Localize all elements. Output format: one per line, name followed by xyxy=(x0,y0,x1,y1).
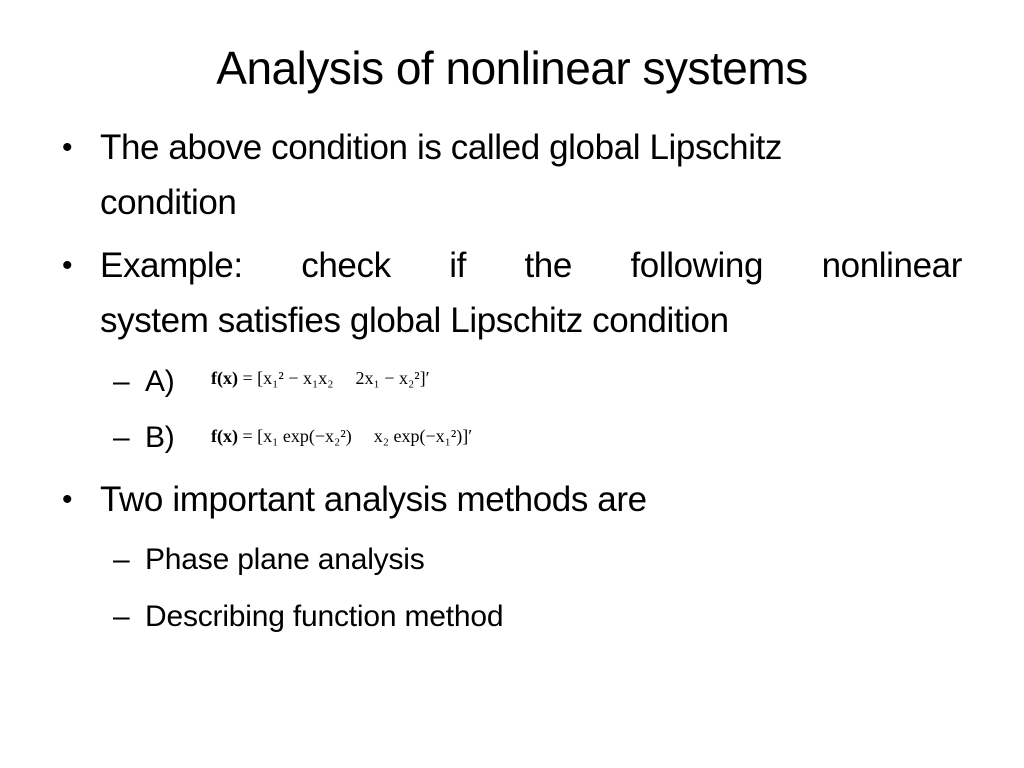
equation-b-lhs: f(x) xyxy=(211,426,238,446)
equation-b-comp2: x₂ exp(−x₁²)]′ xyxy=(373,426,473,446)
subitem-b-label: B) xyxy=(145,421,175,454)
bullet-3-text: Two important analysis methods are xyxy=(100,480,647,519)
equation-b-comp1: [x₁ exp(−x₂²) xyxy=(257,426,352,446)
bullet-2-line2: system satisfies global Lipschitz condition xyxy=(100,301,729,340)
subitem-describing-function xyxy=(113,597,503,637)
equation-a xyxy=(211,366,430,390)
bullet-1-text xyxy=(100,120,962,230)
subitem-phase-plane-label: Phase plane analysis xyxy=(145,543,425,576)
equation-b xyxy=(211,424,472,448)
bullet-2-line1: Example: check if the following nonlinear xyxy=(100,246,962,285)
dash-marker: – xyxy=(113,543,130,576)
equation-a-eq: = xyxy=(242,368,253,388)
bullet-marker: • xyxy=(62,249,73,282)
subitem-phase-plane xyxy=(113,540,425,580)
equation-a-comp1: [x₁² − x₁x₂ xyxy=(257,368,334,388)
bullet-marker: • xyxy=(62,131,73,164)
subitem-describing-function-label: Describing function method xyxy=(145,600,504,633)
bullet-2-text xyxy=(100,238,962,348)
subitem-a xyxy=(113,362,175,402)
equation-a-comp2: 2x₁ − x₂²]′ xyxy=(355,368,430,388)
dash-marker: – xyxy=(113,600,130,633)
equation-b-eq: = xyxy=(242,426,253,446)
bullet-marker: • xyxy=(62,483,73,516)
subitem-a-label: A) xyxy=(145,365,175,398)
bullet-1-line2: condition xyxy=(100,183,237,222)
subitem-b xyxy=(113,418,175,458)
bullet-1-line1: The above condition is called global Lipschitz xyxy=(100,128,783,167)
equation-a-lhs: f(x) xyxy=(211,368,238,388)
slide-title: Analysis of nonlinear systems xyxy=(216,42,808,94)
dash-marker: – xyxy=(113,365,130,398)
dash-marker: – xyxy=(113,421,130,454)
